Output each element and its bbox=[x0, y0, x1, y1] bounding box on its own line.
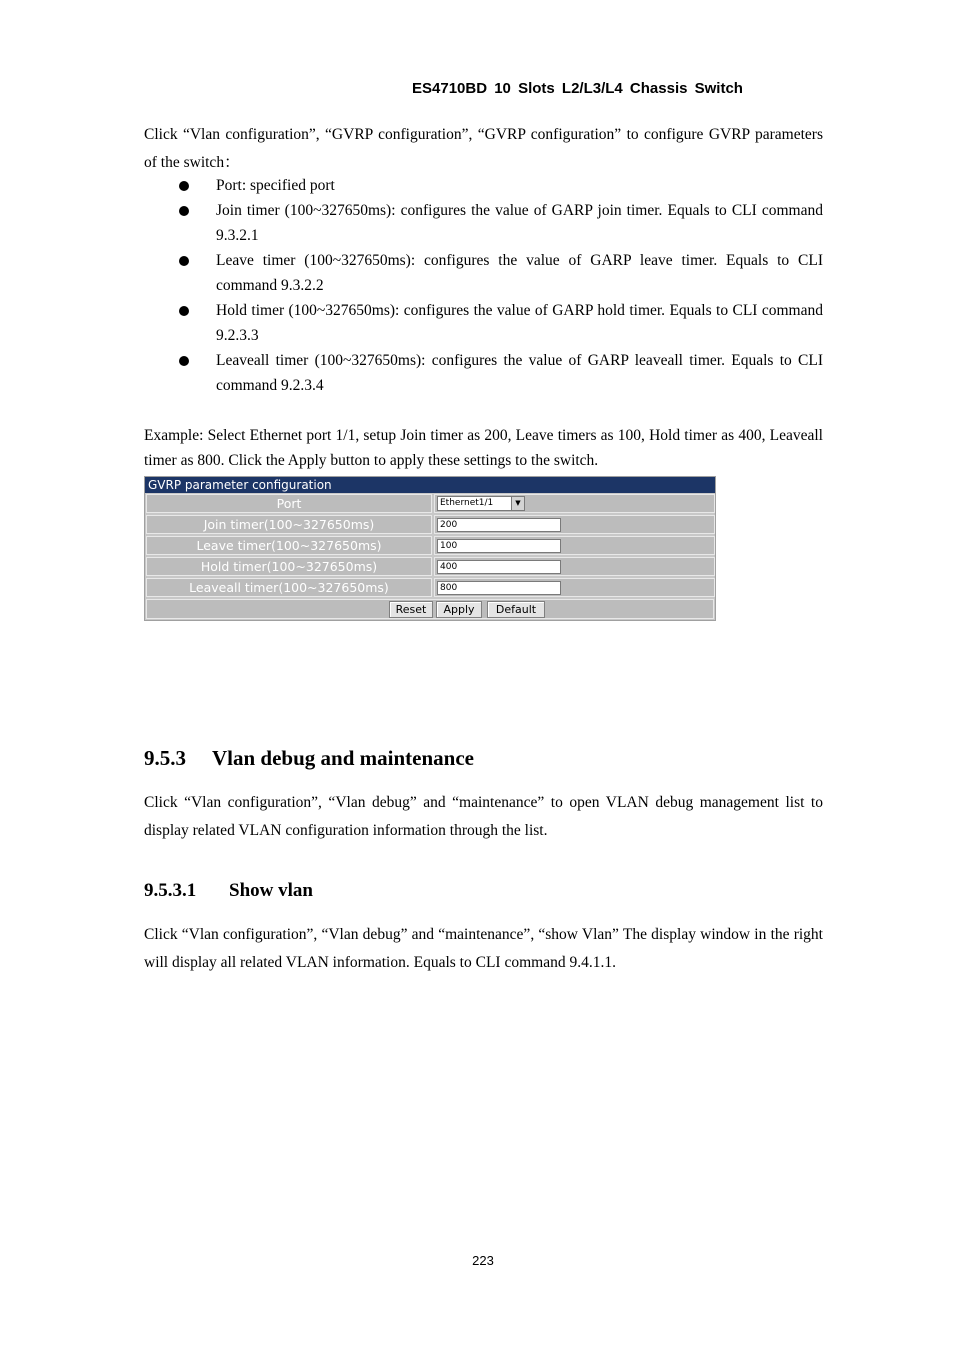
hold-timer-cell bbox=[434, 557, 715, 576]
default-button[interactable]: Default bbox=[487, 601, 545, 618]
hold-timer-label: Hold timer(100~327650ms) bbox=[146, 557, 432, 576]
panel-title: GVRP parameter configuration bbox=[145, 477, 715, 493]
list-item: Leaveall timer (100~327650ms): configures the value of GARP leaveall timer. Equals to CLI command 9.2.3.4 bbox=[144, 348, 823, 398]
subsection-paragraph: Click “Vlan configuration”, “Vlan debug” and “maintenance”, “show Vlan” The display window in the right will display all related VLAN information. Equals to CLI command 9.4.1.1. bbox=[144, 926, 823, 971]
hold-timer-input[interactable]: 400 bbox=[437, 560, 561, 574]
reset-button[interactable]: Reset bbox=[389, 601, 433, 618]
bullet-icon bbox=[179, 306, 189, 316]
bullet-icon bbox=[179, 356, 189, 366]
apply-button[interactable]: Apply bbox=[436, 601, 482, 618]
join-timer-cell bbox=[434, 515, 715, 534]
section-number: 9.5.3 bbox=[144, 746, 186, 770]
running-header: ES4710BD 10 Slots L2/L3/L4 Chassis Switch bbox=[412, 80, 743, 97]
list-item: Join timer (100~327650ms): configures the value of GARP join timer. Equals to CLI command 9.3.2.1 bbox=[144, 198, 823, 248]
port-cell bbox=[434, 494, 715, 513]
button-row bbox=[146, 599, 714, 619]
section-paragraph: Click “Vlan configuration”, “Vlan debug” and “maintenance” to open VLAN debug management list to display related VLAN configuration information through the list. bbox=[144, 794, 823, 839]
port-select[interactable] bbox=[437, 496, 525, 511]
section-heading bbox=[144, 746, 474, 771]
port-select-value: Ethernet1/1 bbox=[440, 498, 494, 508]
list-item: Leave timer (100~327650ms): configures the value of GARP leave timer. Equals to CLI command 9.3.2.2 bbox=[144, 248, 823, 298]
leave-timer-input[interactable]: 100 bbox=[437, 539, 561, 553]
leaveall-timer-cell bbox=[434, 578, 715, 597]
leave-timer-cell bbox=[434, 536, 715, 555]
chevron-down-icon[interactable]: ▼ bbox=[511, 497, 524, 510]
example-paragraph: Example: Select Ethernet port 1/1, setup Join timer as 200, Leave timers as 100, Hold timer as 400, Leaveall timer as 800. Click the Apply button to apply these settings to the switch. bbox=[144, 427, 823, 469]
leaveall-timer-input[interactable]: 800 bbox=[437, 581, 561, 595]
join-timer-input[interactable]: 200 bbox=[437, 518, 561, 532]
parameter-list bbox=[144, 173, 823, 398]
intro-paragraph: Click “Vlan configuration”, “GVRP configuration”, “GVRP configuration” to configure GVRP parameters of the switch： bbox=[144, 126, 823, 171]
list-item: Port: specified port bbox=[144, 173, 823, 198]
join-timer-label: Join timer(100~327650ms) bbox=[146, 515, 432, 534]
bullet-icon bbox=[179, 181, 189, 191]
bullet-icon bbox=[179, 206, 189, 216]
subsection-heading bbox=[144, 880, 313, 902]
page-number: 223 bbox=[472, 1253, 494, 1268]
leave-timer-label: Leave timer(100~327650ms) bbox=[146, 536, 432, 555]
leaveall-timer-label: Leaveall timer(100~327650ms) bbox=[146, 578, 432, 597]
gvrp-config-panel bbox=[144, 476, 716, 621]
subsection-title: Show vlan bbox=[229, 880, 313, 901]
list-item: Hold timer (100~327650ms): configures the value of GARP hold timer. Equals to CLI command 9.2.3.3 bbox=[144, 298, 823, 348]
section-title: Vlan debug and maintenance bbox=[212, 746, 474, 770]
bullet-icon bbox=[179, 256, 189, 266]
subsection-number: 9.5.3.1 bbox=[144, 880, 197, 901]
port-label: Port bbox=[146, 494, 432, 513]
